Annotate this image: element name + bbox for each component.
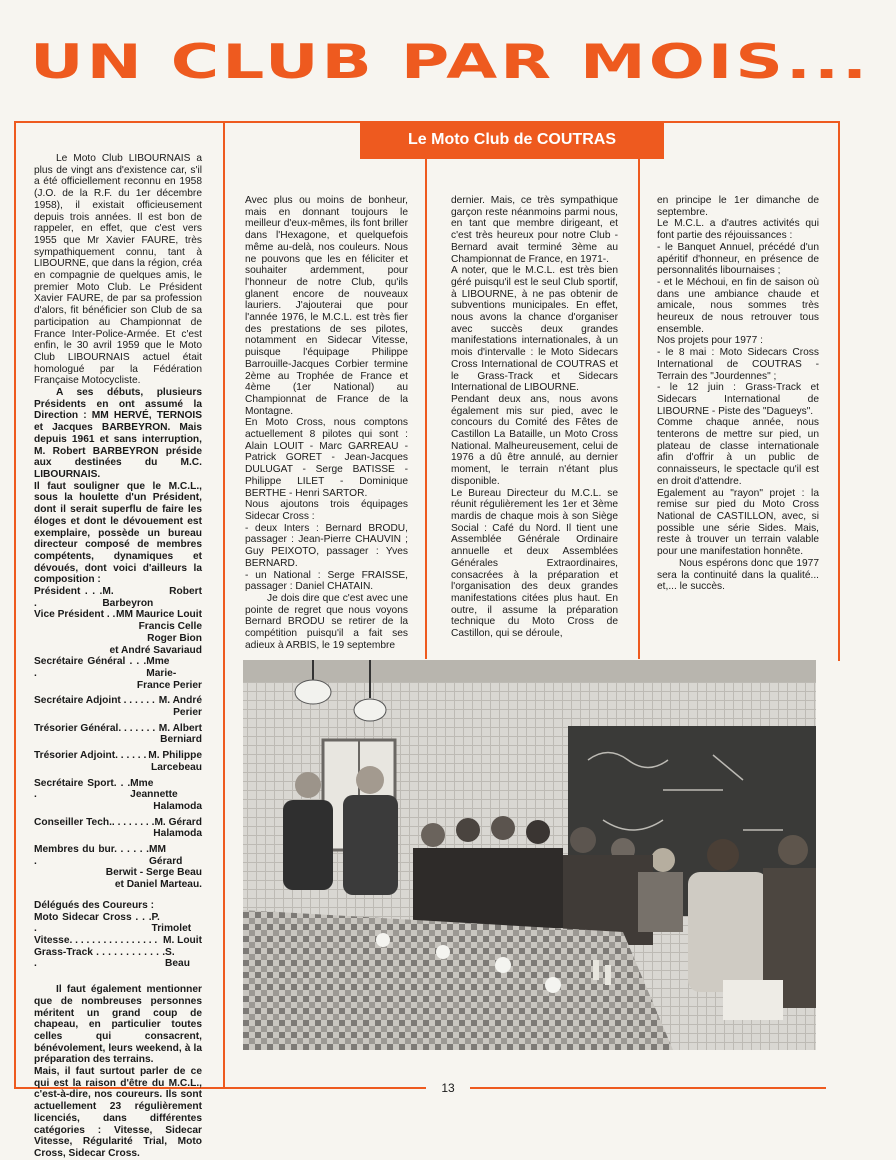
col4-paragraph-8: Comme chaque année, nous tenterons de mettre sur pied, un plateau de classe internationale afin d'offrir à un public de connaisseurs, le spectacle qu'il est en droit d'attendre. bbox=[657, 417, 819, 487]
col4-paragraph-10: Nous espérons donc que 1977 sera la continuité dans la qualité... et,... le succès. bbox=[657, 557, 819, 593]
roster-row: Conseiller Tech.. . . . . . . . M. Gérard bbox=[34, 816, 202, 828]
top-rule bbox=[14, 121, 360, 123]
col2-paragraph-6: Je dois dire que c'est avec une pointe de regret que nous voyons Bernard BRODU se retirer de la compétition puisqu'il a fait ses adieux à ARBIS, le 19 septembre bbox=[245, 592, 408, 651]
frame-right bbox=[838, 121, 840, 661]
roster-row: France Perier bbox=[136, 679, 202, 691]
roster-row: Berniard bbox=[160, 734, 202, 746]
frame-left bbox=[14, 121, 16, 1088]
roster-row: Trésorier Général. . . . . . . M. Albert bbox=[34, 722, 202, 734]
roster-row: Halamoda bbox=[153, 800, 202, 812]
col3-paragraph-2: A noter, que le M.C.L. est très bien géré puisqu'il est le seul Club sportif, à LIBOURNE, à ne pas obtenir de subventions municipales. En effet, nous avons la chance d'organiser avec succès deux grandes manifestations internationales, à un mois d'intervalle : le Moto Sidecars Cross International de COUTRAS et le Grass-Track et Sidecars International de LIBOURNE. bbox=[451, 265, 618, 394]
col3-paragraph-1: dernier. Mais, ce très sympathique garçon reste néanmoins parmi nous, en tant que membre dirigeant, et c'est très heureux pour notre Club -Bernard avait terminé 3ème au Championnat de France, en 1971-. bbox=[451, 195, 618, 265]
roster-row: Président . . . . M. Robert Barbeyron bbox=[34, 586, 202, 609]
column-divider-1 bbox=[223, 121, 225, 1088]
roster-row: Secrétaire Général . . . . Mme Marie- bbox=[34, 656, 177, 679]
column-divider-2 bbox=[425, 159, 427, 659]
col4-paragraph-7: - le 12 juin : Grass-Track et Sidecars International de LIBOURNE - Piste des "Dagueys". bbox=[657, 382, 819, 417]
col4-paragraph-3: - le Banquet Annuel, précédé d'un apéritif d'honneur, en présence de personnalités libournaises ; bbox=[657, 241, 819, 277]
column-3 bbox=[451, 195, 618, 640]
roster-row: Moto Sidecar Cross . . . . P. Trimolet bbox=[34, 911, 192, 935]
col4-paragraph-2: Le M.C.L. a d'autres activités qui font partie des réjouissances : bbox=[657, 218, 819, 242]
column-1 bbox=[34, 153, 202, 1160]
column-2 bbox=[245, 195, 408, 651]
col4-paragraph-6: - le 8 mai : Moto Sidecars Cross International de COUTRAS - Terrain des "Jourdennes" ; bbox=[657, 347, 819, 382]
bottom-rule-right bbox=[470, 1087, 826, 1089]
col4-paragraph-1: en principe le 1er dimanche de septembre. bbox=[657, 195, 819, 218]
col4-paragraph-9: Egalement au "rayon" projet : la remise sur pied du Moto Cross National de CASTILLON, avec, si possible une série Sides. Mais, reste à trouver un terrain valable pour une manifestation honnête. bbox=[657, 487, 819, 558]
col2-paragraph-2: En Moto Cross, nous comptons actuellement 8 pilotes qui sont : Alain LOUIT - Marc GARREAU - Patrick GORET - Jean-Jacques DULUGAT - Serge BATISSE - Philippe LILET - Dominique BERTHE - Henri SARTOR. bbox=[245, 417, 408, 499]
committee-roster bbox=[34, 586, 202, 891]
col2-paragraph-3: Nous ajoutons trois équipages Sidecar Cross : bbox=[245, 499, 408, 522]
col3-paragraph-4: Le Bureau Directeur du M.C.L. se réunit régulièrement les 1er et 3ème mardis de chaque mois à son Siège Social : Café du Nord. Il tient une Assemblée Générale Ordinaire annuelle et deux Assemblées Générales Extraordinaires, consacrées à la préparation et l'organisation des deux grandes manifestations citées plus haut. En outre, il assume la préparation technique du Moto Cross de Castillon, qui se déroule, bbox=[451, 487, 618, 640]
column-divider-3 bbox=[638, 159, 640, 659]
col1-paragraph-5: Mais, il faut surtout parler de ce qui est la raison d'être du M.C.L., c'est-à-dire, nos coureurs. Ils sont actuellement 23 régulièrement licenciés, dans différentes catégories : Vitesse, Sidecar Vitesse, Régularité Trial, Moto Cross, Sidecar Cross. bbox=[34, 1066, 202, 1159]
col2-paragraph-4: - deux Inters : Bernard BRODU, passager : Jean-Pierre CHAUVIN ; Guy PEIXOTO, passager : Yves BERNARD. bbox=[245, 522, 408, 569]
col1-paragraph-4: Il faut également mentionner que de nombreuses personnes méritent un grand coup de chapeau, en particulier toutes celles qui consacrent, bénévolement, leurs weekend, à la préparation des terrains. bbox=[34, 984, 202, 1066]
roster-row: Francis Celle bbox=[138, 621, 202, 633]
roster-row: Vitesse. . . . . . . . . . . . . . . . M. Louit bbox=[34, 935, 202, 946]
rider-delegates bbox=[34, 900, 202, 970]
col4-paragraph-5: Nos projets pour 1977 : bbox=[657, 335, 763, 347]
article-title-banner: Le Moto Club de COUTRAS bbox=[360, 121, 664, 159]
roster-row: Berwit - Serge Beau bbox=[105, 867, 202, 879]
col2-paragraph-5: - un National : Serge FRAISSE, passager : Daniel CHATAIN. bbox=[245, 569, 408, 593]
delegates-title: Délégués des Coureurs : bbox=[34, 899, 155, 911]
col2-paragraph-1: Avec plus ou moins de bonheur, mais en donnant toujours le meilleur d'eux-mêmes, ils font briller dans l'Hexagone, et quelquefois même au-delà, nos couleurs. Nous ne pouvons que les en féliciter et souhaiter ardemment, pour l'honneur de notre Club, qu'ils glanent encore de nouveaux lauriers. J'ajouterai que pour l'année 1976, le M.C.L. est très fier des prestations de ses pilotes, notamment en Sidecar Vitesse, puisque l'équipage Philippe Barrouille-Jacques Corbier termine 2ème au Trophée de France et 4ème (1er National) au Championnat de France de la Montagne. bbox=[245, 195, 408, 417]
meeting-photo-illustration bbox=[243, 660, 816, 1050]
roster-row: Halamoda bbox=[153, 828, 202, 840]
roster-row: Secrétaire Adjoint . . . . . . M. André bbox=[34, 695, 202, 707]
col4-paragraph-4: - et le Méchoui, en fin de saison où dans une ambiance chaude et amicale, nous sommes très heureux de nous retrouver tous ensemble. bbox=[657, 276, 819, 335]
club-meeting-photo bbox=[243, 660, 816, 1050]
col1-paragraph-3: Il faut souligner que le M.C.L., sous la houlette d'un Président, dont il serait superflu de faire les éloges et dont le dévouement est exemplaire, possède un bureau directeur composé de membres compétents, dynamiques et dévoués, dont voici d'ailleurs la composition : bbox=[34, 480, 202, 586]
roster-row: Secrétaire Sport. . . . Mme Jeannette bbox=[34, 777, 178, 801]
roster-row: Grass-Track . . . . . . . . . . . . . S. Beau bbox=[34, 946, 190, 970]
roster-row: Membres du bur. . . . . . . MM Gérard bbox=[34, 844, 183, 867]
roster-row: Roger Bion bbox=[147, 632, 202, 644]
roster-row: Larcebeau bbox=[151, 761, 202, 773]
col1-paragraph-2: A ses débuts, plusieurs Présidents en ont assumé la Direction : MM HERVÉ, TERNOIS et Jacques BARBEYRON. Mais depuis 1961 et sans interruption, M. Robert BARBEYRON préside aux destinées du M.C. LIBOURNAIS. bbox=[34, 387, 202, 480]
page-headline: UN CLUB PAR MOIS... bbox=[30, 33, 871, 90]
roster-row: et André Savariaud bbox=[109, 644, 202, 656]
roster-row: Trésorier Adjoint. . . . . . M. Philippe bbox=[34, 750, 202, 762]
col1-paragraph-1: Le Moto Club LIBOURNAIS a plus de vingt ans d'existence car, s'il a été officiellement reconnu en 1958 (J.O. de la R.F. du 1er décembre 1958), il existait officieusement depuis trois années. Il est bon de rappeler, en effet, que c'est vers 1955 que Mr Xavier FAURE, très sympathiquement connu, tant à LIBOURNE, que dans la région, créa en compagnie de quelques amis, le premier Moto Club. Le Président Xavier FAURE, de par sa profession d'alors, fit bénéficier son Club de sa participation au Championnat de France Inter-Police-Armée. Et c'est enfin, le 30 avril 1959 que le Moto Club LIBOURNAIS actuel était homologué par la Fédération Française Motocycliste. bbox=[34, 153, 202, 387]
column-4 bbox=[657, 195, 819, 593]
col3-paragraph-3: Pendant deux ans, nous avons également mis sur pied, avec le concours du Comité des Fêtes de Castillon La Bataille, un Moto Cross National. Malheureusement, celui de 1976 a dû être annulé, au dernier moment, le terrain n'étant plus disponible. bbox=[451, 393, 618, 487]
page-number: 13 bbox=[441, 1081, 455, 1095]
roster-row: et Daniel Marteau. bbox=[114, 879, 202, 891]
roster-row: Perier bbox=[173, 707, 202, 719]
roster-row: Vice Président . . MM Maurice Louit bbox=[34, 609, 202, 621]
top-rule-right bbox=[664, 121, 840, 123]
